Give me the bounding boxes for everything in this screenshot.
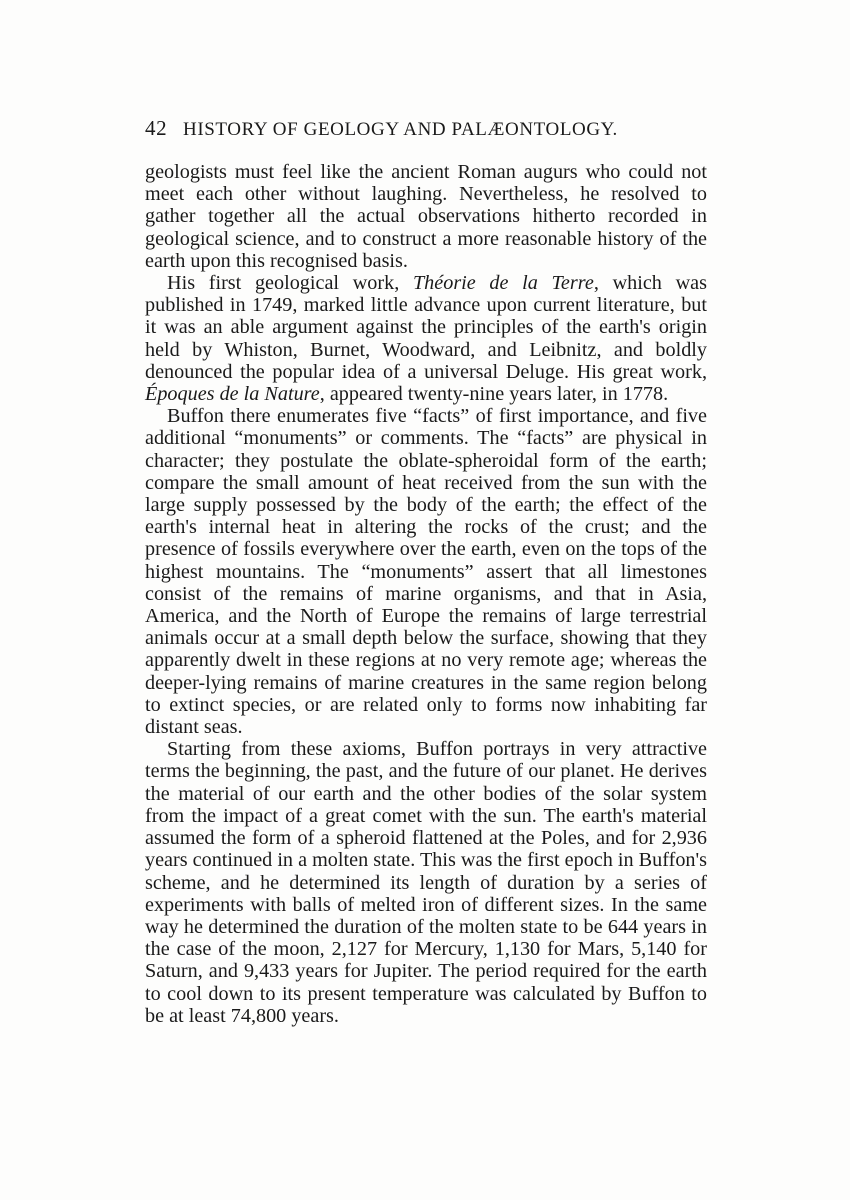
running-header [145,116,705,141]
running-title: HISTORY OF GEOLOGY AND PALÆONTOLOGY. [183,119,618,140]
paragraph-text: His first geological work, [167,272,413,295]
paragraph-augurs: geologists must feel like the ancient Roman augurs who could not meet each other without laughing. Nevertheless, he resolved to gather together all the actual observations hitherto recorded in geological science, and to construct a more reasonable history of the earth upon this recognised basis. [145,161,707,272]
book-title-theorie: Théorie de la Terre [412,272,594,295]
paragraph-text: , appeared twenty-nine years later, in 1778. [319,383,669,406]
paragraph-facts-and-monuments: Buffon there enumerates five “facts” of first importance, and five additional “monuments” or comments. The “facts” are physical in character; they postulate the oblate-spheroidal form of the earth; compare the small amount of heat received from the sun with the large supply possessed by the body of the earth; the effect of the earth's internal heat in altering the rocks of the crust; and the presence of fossils everywhere over the earth, even on the tops of the highest mountains. The “monuments” assert that all limestones consist of the remains of marine organisms, and that in Asia, America, and the North of Europe the remains of large terrestrial animals occur at a small depth below the surface, showing that they apparently dwelt in these regions at no very remote age; whereas the deeper-lying remains of marine creatures in the same region belong to extinct species, or are related only to forms now inhabiting far distant seas. [145,405,707,739]
book-title-epoques: Époques de la Nature [145,383,320,406]
paragraph-text: , which was published in 1749, marked little advance upon current literature, but it was an able argument against the principles of the earth's origin held by Whiston, Burnet, Woodward, and Leibnitz, and boldly denounced the popular idea of a universal Deluge. His great work, [145,272,707,383]
page-number: 42 [145,116,168,140]
paragraph-buffon-epochs: Starting from these axioms, Buffon portrays in very attractive terms the beginning, the past, and the future of our planet. He derives the material of our earth and the other bodies of the solar system from the impact of a great comet with the sun. The earth's material assumed the form of a spheroid flattened at the Poles, and for 2,936 years continued in a molten state. This was the first epoch in Buffon's scheme, and he determined its length of duration by a series of experiments with balls of melted iron of different sizes. In the same way he determined the duration of the molten state to be 644 years in the case of the moon, 2,127 for Mercury, 1,130 for Mars, 5,140 for Saturn, and 9,433 years for Jupiter. The period required for the earth to cool down to its present temperature was calculated by Buffon to be at least 74,800 years. [145,738,707,1027]
body-text [145,161,707,1027]
paragraph-theorie-de-la-terre [145,272,707,405]
